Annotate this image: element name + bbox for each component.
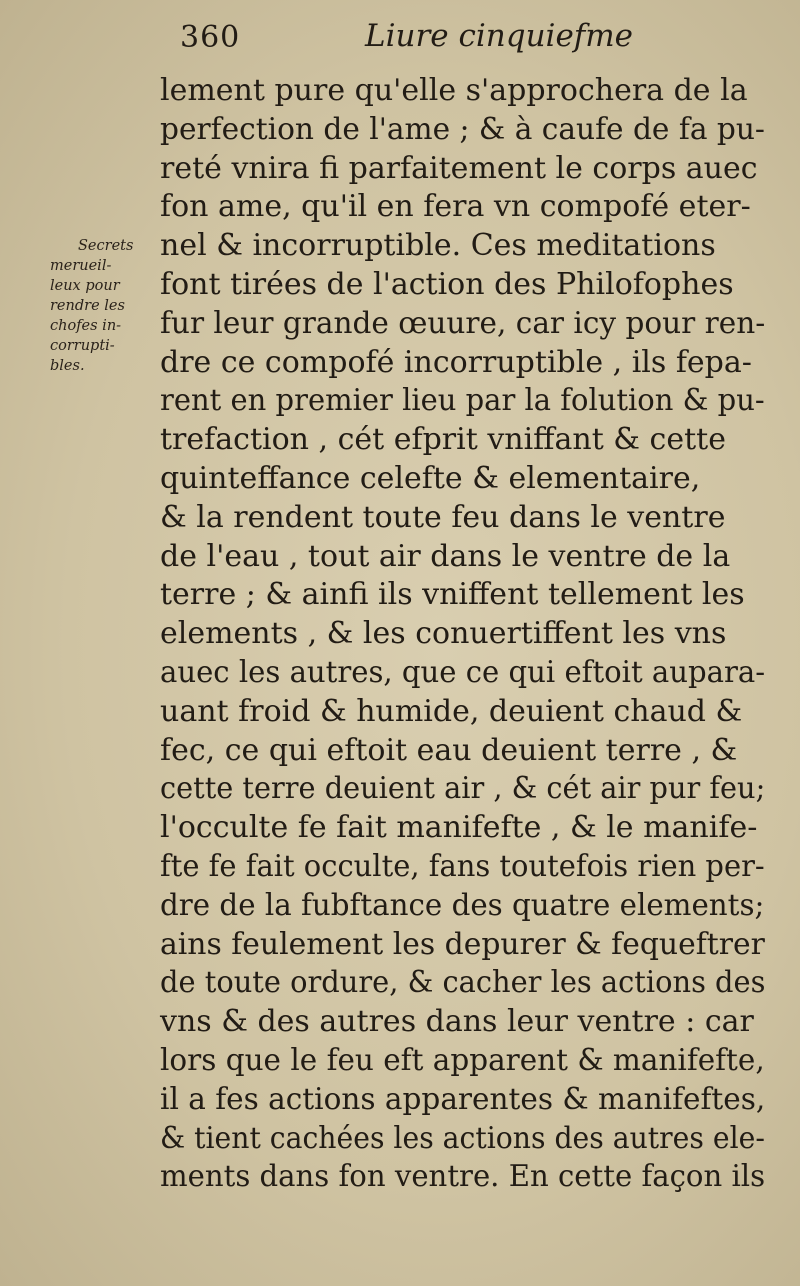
marginal-line: Secrets bbox=[78, 238, 134, 254]
text-line: dre de la fubftance des quatre elements; bbox=[160, 887, 765, 923]
marginal-line: bles. bbox=[50, 358, 85, 374]
text-line: ains feulement les depurer & fequeftrer bbox=[160, 926, 765, 962]
text-line: il a fes actions apparentes & manifeftes, bbox=[160, 1081, 766, 1117]
text-line: fon ame, qu'il en fera vn compofé eter- bbox=[160, 189, 751, 225]
text-line: de l'eau , tout air dans le ventre de la bbox=[160, 538, 731, 574]
running-title: Liure cinquiefme bbox=[365, 18, 634, 54]
text-line: & la rendent toute feu dans le ventre bbox=[160, 499, 726, 535]
text-line: lement pure qu'elle s'approchera de la bbox=[160, 73, 748, 108]
text-line: lors que le feu eft apparent & manifefte, bbox=[160, 1042, 765, 1078]
page-number: 360 bbox=[180, 20, 241, 55]
marginal-note bbox=[50, 236, 155, 376]
marginal-line: leux pour bbox=[50, 278, 120, 294]
marginal-line: merueil- bbox=[50, 258, 112, 274]
text-line: & tient cachées les actions des autres ele- bbox=[160, 1120, 765, 1156]
text-line: terre ; & ainfi ils vniffent tellement les bbox=[160, 577, 745, 613]
text-line: vns & des autres dans leur ventre : car bbox=[160, 1004, 754, 1040]
marginal-line: chofes in- bbox=[50, 318, 122, 334]
text-line: elements , & les conuertiffent les vns bbox=[160, 616, 727, 652]
body-text bbox=[160, 72, 765, 1197]
marginal-line: corrupti- bbox=[50, 338, 115, 354]
text-line: de toute ordure, & cacher les actions des bbox=[160, 965, 766, 1001]
text-line: rent en premier lieu par la folution & pu- bbox=[160, 383, 765, 419]
text-line: uant froid & humide, deuient chaud & bbox=[160, 693, 743, 729]
text-line: dre ce compofé incorruptible , ils fepa- bbox=[160, 344, 752, 380]
marginal-line: rendre les bbox=[50, 298, 125, 314]
text-line: perfection de l'ame ; & à caufe de fa pu- bbox=[160, 111, 765, 147]
text-line: trefaction , cét efprit vniffant & cette bbox=[160, 422, 726, 458]
text-line: fur leur grande œuure, car icy pour ren- bbox=[160, 305, 766, 341]
text-line: cette terre deuient air , & cét air pur feu; bbox=[160, 771, 766, 807]
text-line: ments dans fon ventre. En cette façon ils bbox=[160, 1159, 766, 1195]
text-line: fec, ce qui eftoit eau deuient terre , & bbox=[160, 732, 738, 768]
text-line: fte fe fait occulte, fans toutefois rien per- bbox=[160, 848, 765, 884]
text-line: l'occulte fe fait manifefte , & le manife- bbox=[160, 810, 758, 846]
text-line: nel & incorruptible. Ces meditations bbox=[160, 228, 716, 264]
text-line: font tirées de l'action des Philofophes bbox=[160, 266, 734, 302]
text-line: reté vnira fi parfaitement le corps auec bbox=[160, 150, 758, 186]
text-line: quinteffance celefte & elementaire, bbox=[160, 460, 701, 496]
text-line: auec les autres, que ce qui eftoit aupara- bbox=[160, 654, 766, 690]
